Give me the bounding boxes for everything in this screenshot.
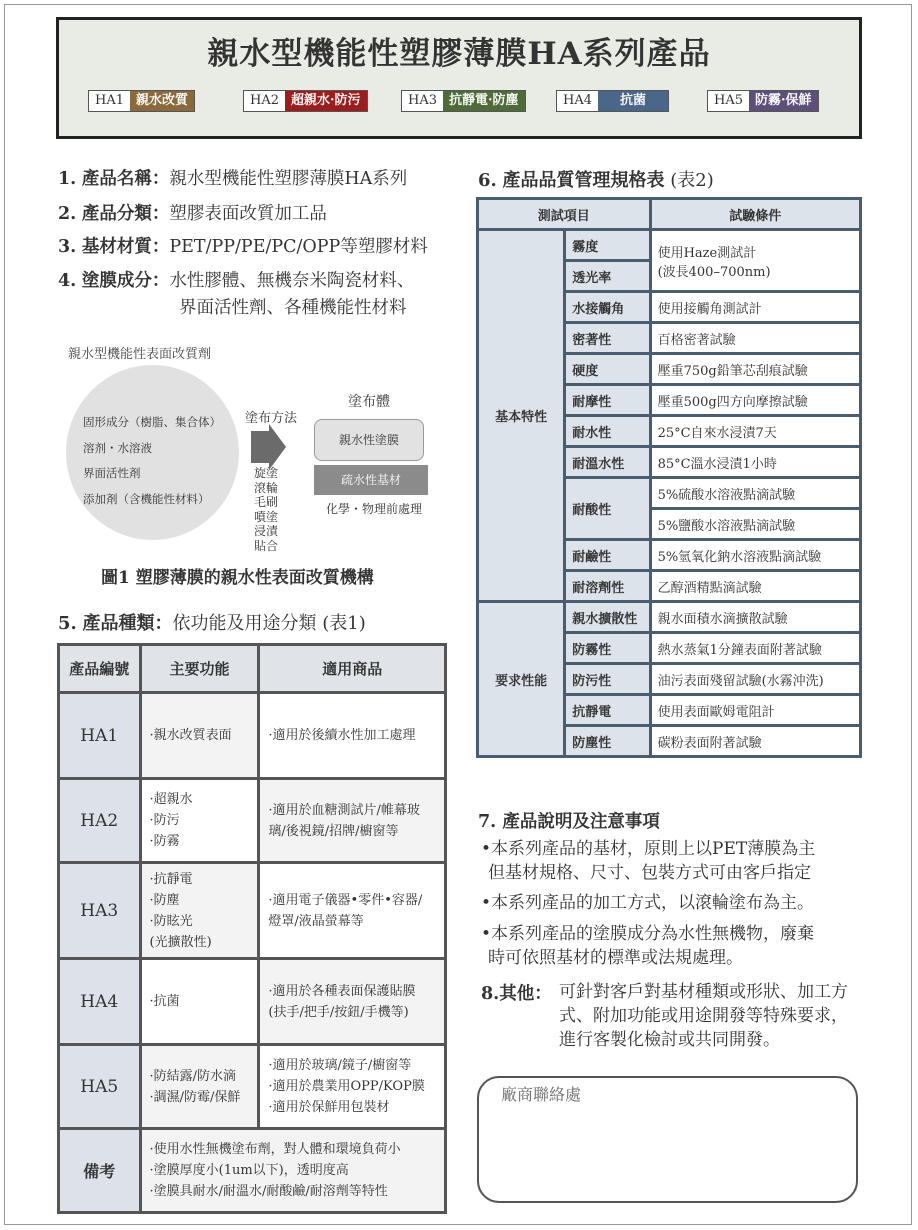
table-row: 耐溶劑性 乙醇酒精點滴試驗	[478, 571, 861, 602]
table-row: HA2 ·超親水 ·防污 ·防霧 ·適用於血糖測試片/帷幕玻 璃/後視鏡/招牌/櫥窗等	[59, 779, 446, 863]
arrow-right-icon	[251, 431, 269, 463]
coating-label: 塗布體	[348, 394, 390, 410]
badge-ha2: HA2 超親水·防污	[243, 90, 368, 112]
component-solid: 固形成分（樹脂、集合体）	[83, 415, 221, 429]
base-layer: 疏水性基材	[314, 465, 428, 495]
method-label: 塗布方法	[245, 411, 298, 426]
section5-heading: 5. 產品種類：依功能及用途分類 (表1)	[58, 613, 366, 634]
base-note: 化學・物理前處理	[326, 502, 423, 516]
diagram-title: 親水型機能性表面改質劑	[68, 347, 212, 362]
product-table	[57, 643, 447, 1214]
table-row: 基本特性 霧度 使用Haze測試計 (波長400–700nm)	[478, 230, 861, 261]
page-title: 親水型機能性塑膠薄膜HA系列產品	[207, 36, 711, 72]
component-solvent: 溶剂・水溶液	[83, 441, 152, 455]
table-row: 要求性能 親水擴散性 親水面積水滴擴散試驗	[478, 602, 861, 633]
table-row: 透光率	[478, 261, 861, 292]
note-1: •本系列產品的基材，原則上以PET薄膜為主 但基材規格、尺寸、包裝方式可由客戶指定	[481, 839, 816, 883]
table-row: 防污性 油污表面殘留試驗(水霧沖洗)	[478, 664, 861, 695]
arrow-head-icon	[269, 424, 286, 470]
section8-text: 可針對客戶對基材種類或形狀、加工方式、附加功能或用途開發等特殊要求，進行客製化檢討或共同開發。	[559, 982, 848, 1050]
table-row: HA3 ·抗靜電 ·防塵 ·防眩光 (光擴散性) ·適用電子儀器•零件•容器/ 燈罩/液晶螢幕等	[59, 863, 446, 959]
item-coating-components: 4. 塗膜成分：水性膠體、無機奈米陶瓷材料、	[58, 271, 415, 291]
item-coating-components-line2: 界面活性劑、各種機能性材料	[179, 298, 407, 318]
section6-heading: 6. 產品品質管理規格表 (表2)	[478, 170, 714, 191]
component-additive: 添加剤（含機能性材料）	[83, 492, 210, 506]
section8-heading: 8.其他：	[481, 984, 552, 1004]
table-row: 耐鹼性 5%氫氧化鈉水溶液點滴試驗	[478, 540, 861, 571]
table-row: HA4 ·抗菌 ·適用於各種表面保護貼膜 (扶手/把手/按鈕/手機等)	[59, 959, 446, 1045]
table-row: 抗靜電 使用表面歐姆電阻計	[478, 695, 861, 726]
item-product-category: 2. 產品分類：塑膠表面改質加工品	[58, 204, 327, 224]
table-row: 耐溫水性 85°C溫水浸漬1小時	[478, 447, 861, 478]
table-row: 硬度 壓重750g鉛筆芯刮痕試驗	[478, 354, 861, 385]
item-product-name: 1. 產品名稱：親水型機能性塑膠薄膜HA系列	[58, 169, 408, 189]
table-row: 耐酸性 5%硫酸水溶液點滴試驗	[478, 478, 861, 509]
section7-heading: 7. 產品說明及注意事項	[478, 812, 660, 832]
methods-list: 旋塗 滾輪 毛刷 噴塗 浸漬 貼合	[254, 466, 279, 553]
contact-box	[477, 1076, 858, 1203]
table-row: 耐水性 25°C自來水浸漬7天	[478, 416, 861, 447]
qtable-header-row: 測試項目 試驗條件	[478, 199, 861, 230]
coat-layer: 親水性塗膜	[314, 419, 424, 461]
badge-ha3: HA3 抗靜電·防塵	[401, 90, 526, 112]
table-row: 密著性 百格密著試驗	[478, 323, 861, 354]
header-banner	[56, 17, 862, 139]
item-base-material: 3. 基材材質：PET/PP/PE/PC/OPP等塑膠材料	[58, 237, 428, 257]
badge-ha1: HA1 親水改質	[88, 90, 195, 112]
contact-label: 廠商聯絡處	[501, 1085, 582, 1104]
component-surfactant: 界面活性剤	[83, 466, 141, 480]
table-header-row: 產品編號 主要功能 適用商品	[59, 645, 446, 693]
table-row: 5%鹽酸水溶液點滴試驗	[478, 509, 861, 540]
badge-ha4: HA4 抗菌	[556, 90, 669, 112]
table-row: 防塵性 碳粉表面附著試驗	[478, 726, 861, 757]
table-row-remark: 備考 ·使用水性無機塗布劑，對人體和環境負荷小 ·塗膜厚度小(1um以下)，透明度高 ·塗膜具耐水/耐溫水/耐酸鹼/耐溶劑等特性	[59, 1129, 446, 1213]
note-3: •本系列產品的塗膜成分為水性無機物，廢棄 時可依照基材的標準或法規處理。	[481, 924, 815, 968]
table-row: 水接觸角 使用接觸角測試計	[478, 292, 861, 323]
table-row: 耐摩性 壓重500g四方向摩擦試驗	[478, 385, 861, 416]
badge-ha5: HA5 防霧·保鮮	[707, 90, 819, 112]
note-2: •本系列產品的加工方式，以滾輪塗布為主。	[481, 893, 815, 913]
quality-table	[476, 197, 862, 758]
table-row: 防霧性 熱水蒸氣1分鐘表面附著試驗	[478, 633, 861, 664]
figure-caption: 圖1 塑膠薄膜的親水性表面改質機構	[101, 568, 374, 588]
table-row: HA1 ·親水改質表面 ·適用於後續水性加工處理	[59, 693, 446, 779]
table-row: HA5 ·防結露/防水滴 ·調濕/防霉/保鮮 ·適用於玻璃/鏡子/櫥窗等 ·適用於農業用OPP/KOP膜 ·適用於保鮮用包裝材	[59, 1045, 446, 1129]
